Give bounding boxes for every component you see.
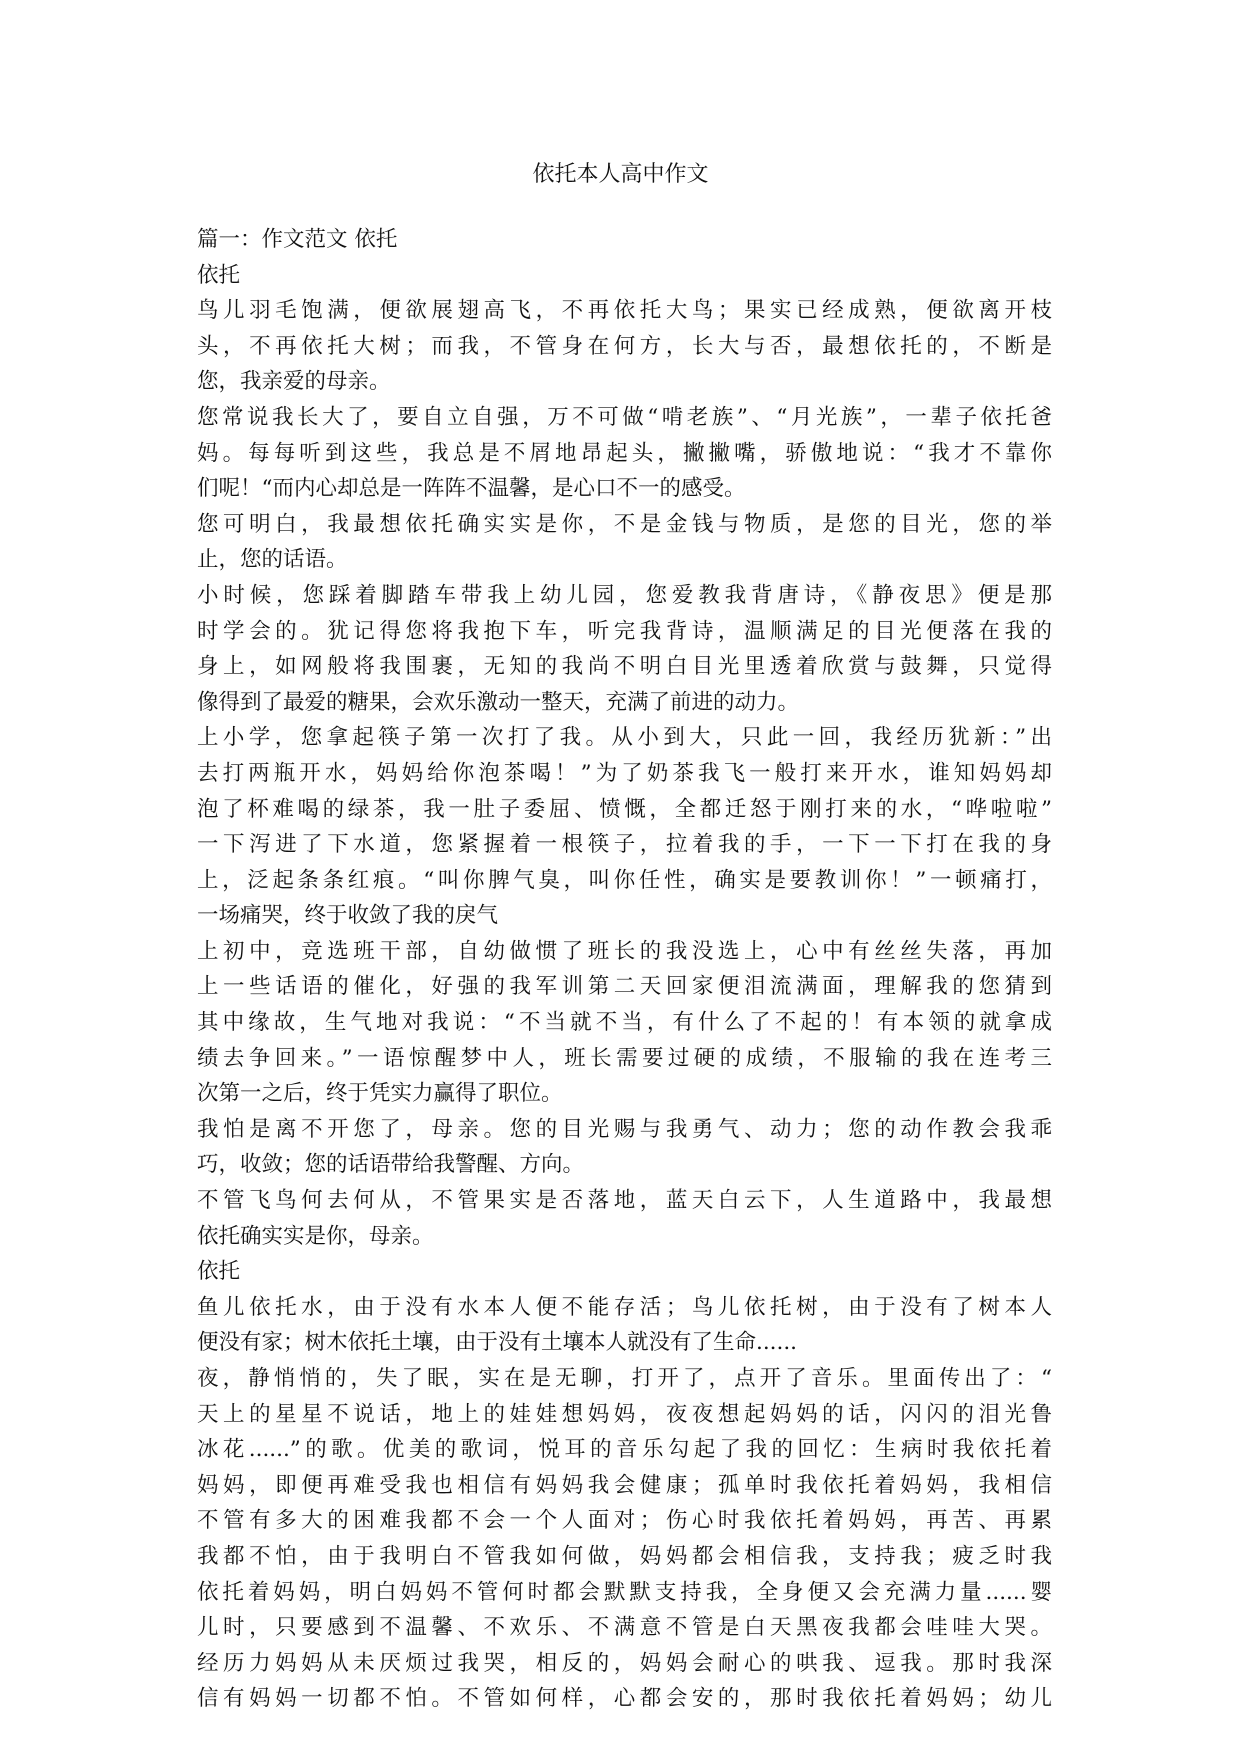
text-line: 天上的星星不说话，地上的娃娃想妈妈，夜夜想起妈妈的话，闪闪的泪光鲁 [197, 1401, 1052, 1427]
text-line: 我都不怕，由于我明白不管我如何做，妈妈都会相信我，支持我；疲乏时我 [197, 1543, 1052, 1569]
text-line: 像得到了最爱的糖果，会欢乐激动一整天，充满了前进的动力。 [197, 689, 800, 715]
text-line: 儿时，只要感到不温馨、不欢乐、不满意不管是白天黑夜我都会哇哇大哭。 [197, 1615, 1052, 1641]
text-line: 时学会的。犹记得您将我抱下车，听完我背诗，温顺满足的目光便落在我的 [197, 618, 1052, 644]
text-line: 止，您的话语。 [197, 547, 348, 573]
text-line: 泡了杯难喝的绿茶，我一肚子委屈、愤慨，全都迁怒于刚打来的水，“哗啦啦” [197, 796, 1052, 822]
text-line: 一场痛哭，终于收敛了我的戾气 [197, 903, 499, 929]
text-line: 妈妈，即便再难受我也相信有妈妈我会健康；孤单时我依托着妈妈，我相信 [197, 1472, 1052, 1498]
text-line: 鱼儿依托水，由于没有水本人便不能存活；鸟儿依托树，由于没有了树本人 [197, 1294, 1052, 1320]
text-line: 上一些话语的催化，好强的我军训第二天回家便泪流满面，理解我的您猜到 [197, 974, 1052, 1000]
text-line: 身上，如网般将我围裹，无知的我尚不明白目光里透着欣赏与鼓舞，只觉得 [197, 654, 1052, 680]
text-line: 经历力妈妈从未厌烦过我哭，相反的，妈妈会耐心的哄我、逗我。那时我深 [197, 1650, 1052, 1676]
text-line: 依托确实实是你，母亲。 [197, 1223, 434, 1249]
text-line: 不管飞鸟何去何从，不管果实是否落地，蓝天白云下，人生道路中，我最想 [197, 1188, 1052, 1214]
text-line: 一下泻进了下水道，您紧握着一根筷子，拉着我的手，一下一下打在我的身 [197, 832, 1052, 858]
text-line: 绩去争回来。”一语惊醒梦中人，班长需要过硬的成绩，不服输的我在连考三 [197, 1045, 1052, 1071]
text-line: 上小学，您拿起筷子第一次打了我。从小到大，只此一回，我经历犹新：”出 [197, 725, 1052, 751]
text-line: 冰花......”的歌。优美的歌词，悦耳的音乐勾起了我的回忆：生病时我依托着 [197, 1437, 1052, 1463]
text-line: 便没有家；树木依托土壤，由于没有土壤本人就没有了生命...... [197, 1330, 798, 1356]
text-line: 您，我亲爱的母亲。 [197, 369, 391, 395]
text-line: 篇一：作文范文 依托 [197, 227, 398, 252]
text-line: 依托 [197, 1259, 241, 1285]
text-line: 上，泛起条条红痕。“叫你脾气臭，叫你任性，确实是要教训你！”一顿痛打， [197, 867, 1052, 893]
text-line: 夜，静悄悄的，失了眠，实在是无聊，打开了，点开了音乐。里面传出了：“ [197, 1366, 1052, 1391]
text-line: 您常说我长大了，要自立自强，万不可做“啃老族”、“月光族”，一辈子依托爸 [197, 404, 1052, 430]
text-line: 头，不再依托大树；而我，不管身在何方，长大与否，最想依托的，不断是 [197, 333, 1052, 359]
text-line: 上初中，竞选班干部，自幼做惯了班长的我没选上，心中有丝丝失落，再加 [197, 938, 1052, 964]
text-line: 小时候，您踩着脚踏车带我上幼儿园，您爱教我背唐诗，《静夜思》便是那 [197, 582, 1052, 608]
text-line: 信有妈妈一切都不怕。不管如何样，心都会安的，那时我依托着妈妈；幼儿 [197, 1686, 1052, 1712]
text-line: 我怕是离不开您了，母亲。您的目光赐与我勇气、动力；您的动作教会我乖 [197, 1116, 1052, 1142]
text-line: 依托 [197, 262, 241, 288]
text-line: 鸟儿羽毛饱满，便欲展翅高飞，不再依托大鸟；果实已经成熟，便欲离开枝 [197, 298, 1052, 324]
text-line: 去打两瓶开水，妈妈给你泡茶喝！”为了奶茶我飞一般打来开水，谁知妈妈却 [197, 760, 1052, 786]
text-line: 其中缘故，生气地对我说：“不当就不当，有什么了不起的！有本领的就拿成 [197, 1010, 1052, 1036]
text-line: 次第一之后，终于凭实力赢得了职位。 [197, 1081, 563, 1107]
text-line: 不管有多大的困难我都不会一个人面对；伤心时我依托着妈妈，再苦、再累 [197, 1508, 1052, 1534]
document-body [197, 222, 1052, 1717]
text-line: 们呢！“而内心却总是一阵阵不温馨，是心口不一的感受。 [197, 476, 746, 502]
text-line: 妈。每每听到这些，我总是不屑地昂起头，撇撇嘴，骄傲地说：“我才不靠你 [197, 440, 1052, 466]
document-title: 依托本人高中作文 [532, 162, 709, 187]
text-line: 依托着妈妈，明白妈妈不管何时都会默默支持我，全身便又会充满力量......婴 [197, 1579, 1052, 1605]
text-line: 您可明白，我最想依托确实实是你，不是金钱与物质，是您的目光，您的举 [197, 511, 1052, 537]
text-line: 巧，收敛；您的话语带给我警醒、方向。 [197, 1152, 585, 1178]
